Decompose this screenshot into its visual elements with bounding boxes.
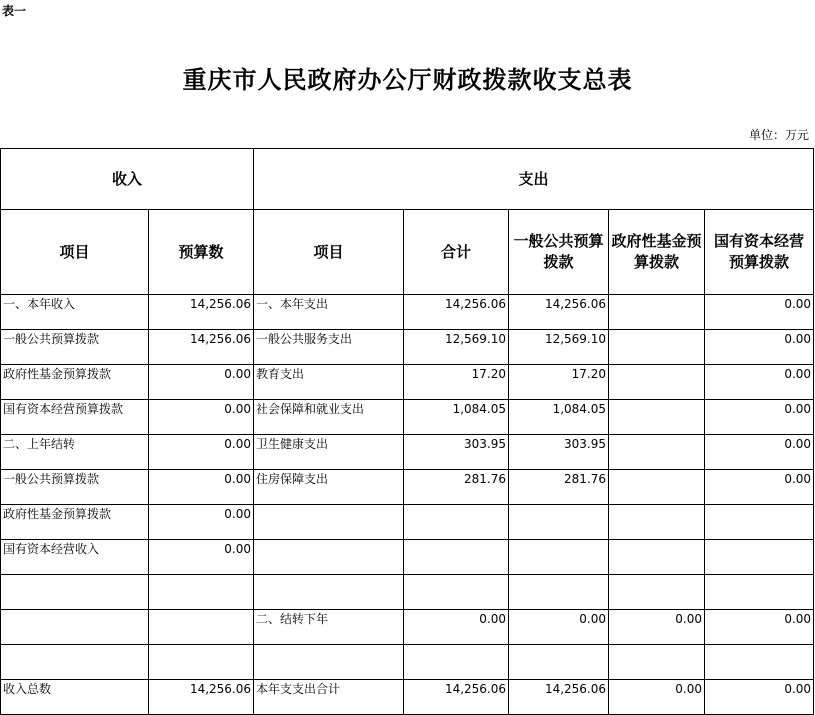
table-tag: 表一 (2, 4, 27, 18)
general-budget-cell: 14,256.06 (509, 680, 609, 715)
unit-label: 单位：万元 (748, 128, 809, 142)
table-row (1, 365, 814, 400)
total-cell: 1,084.05 (404, 400, 509, 435)
income-item-cell (1, 645, 149, 680)
table-row (1, 400, 814, 435)
capital-budget-cell: 0.00 (705, 470, 814, 505)
table-row (1, 330, 814, 365)
fund-budget-cell (609, 330, 705, 365)
table-row (1, 505, 814, 540)
income-value-cell (149, 610, 254, 645)
expense-item-cell (254, 540, 404, 575)
capital-budget-cell: 0.00 (705, 400, 814, 435)
income-item-cell: 一般公共预算拨款 (1, 330, 149, 365)
income-item-cell: 收入总数 (1, 680, 149, 715)
total-cell: 281.76 (404, 470, 509, 505)
income-value-cell: 0.00 (149, 540, 254, 575)
income-value-cell: 14,256.06 (149, 330, 254, 365)
table-row (1, 680, 814, 715)
fund-budget-cell (609, 295, 705, 330)
income-item-cell: 二、上年结转 (1, 435, 149, 470)
income-value-cell: 0.00 (149, 505, 254, 540)
income-item-cell: 政府性基金预算拨款 (1, 505, 149, 540)
general-budget-cell: 303.95 (509, 435, 609, 470)
capital-budget-cell: 0.00 (705, 680, 814, 715)
income-item-cell: 一、本年收入 (1, 295, 149, 330)
fund-budget-cell (609, 575, 705, 610)
capital-budget-header: 国有资本经营预算拨款 (705, 210, 814, 295)
expense-item-header: 项目 (254, 210, 404, 295)
table-row (1, 610, 814, 645)
expense-item-cell: 二、结转下年 (254, 610, 404, 645)
capital-budget-cell (705, 540, 814, 575)
income-value-cell: 0.00 (149, 435, 254, 470)
expense-item-cell (254, 505, 404, 540)
fund-budget-cell (609, 645, 705, 680)
header-row-1 (1, 149, 814, 210)
total-cell: 14,256.06 (404, 680, 509, 715)
general-budget-cell (509, 540, 609, 575)
table-row (1, 645, 814, 680)
general-budget-cell (509, 645, 609, 680)
total-header: 合计 (404, 210, 509, 295)
fund-budget-cell (609, 470, 705, 505)
general-budget-cell: 281.76 (509, 470, 609, 505)
fund-budget-cell: 0.00 (609, 680, 705, 715)
total-cell: 17.20 (404, 365, 509, 400)
income-value-cell (149, 645, 254, 680)
total-cell (404, 575, 509, 610)
income-value-cell: 0.00 (149, 365, 254, 400)
budget-table (0, 148, 814, 715)
general-budget-cell: 12,569.10 (509, 330, 609, 365)
general-budget-header: 一般公共预算拨款 (509, 210, 609, 295)
header-row-2 (1, 210, 814, 295)
total-cell: 303.95 (404, 435, 509, 470)
table-row (1, 540, 814, 575)
capital-budget-cell: 0.00 (705, 330, 814, 365)
income-item-header: 项目 (1, 210, 149, 295)
fund-budget-cell (609, 540, 705, 575)
income-item-cell (1, 610, 149, 645)
capital-budget-cell: 0.00 (705, 365, 814, 400)
income-header: 收入 (1, 149, 254, 210)
general-budget-cell: 1,084.05 (509, 400, 609, 435)
fund-budget-cell: 0.00 (609, 610, 705, 645)
income-value-cell (149, 575, 254, 610)
total-cell: 14,256.06 (404, 295, 509, 330)
total-cell (404, 505, 509, 540)
total-cell: 0.00 (404, 610, 509, 645)
expense-item-cell (254, 645, 404, 680)
general-budget-cell (509, 505, 609, 540)
fund-budget-cell (609, 365, 705, 400)
general-budget-cell: 14,256.06 (509, 295, 609, 330)
income-value-cell: 0.00 (149, 400, 254, 435)
income-item-cell: 政府性基金预算拨款 (1, 365, 149, 400)
capital-budget-cell (705, 645, 814, 680)
fund-budget-cell (609, 505, 705, 540)
income-value-cell: 14,256.06 (149, 295, 254, 330)
general-budget-cell: 0.00 (509, 610, 609, 645)
fund-budget-cell (609, 435, 705, 470)
total-cell (404, 540, 509, 575)
page-title: 重庆市人民政府办公厅财政拨款收支总表 (182, 65, 633, 94)
table-row (1, 435, 814, 470)
expense-item-cell: 本年支支出合计 (254, 680, 404, 715)
expense-item-cell: 一般公共服务支出 (254, 330, 404, 365)
expense-item-cell: 社会保障和就业支出 (254, 400, 404, 435)
fund-budget-header: 政府性基金预算拨款 (609, 210, 705, 295)
income-budget-header: 预算数 (149, 210, 254, 295)
expense-item-cell: 一、本年支出 (254, 295, 404, 330)
expense-item-cell (254, 575, 404, 610)
expense-item-cell: 卫生健康支出 (254, 435, 404, 470)
income-item-cell: 国有资本经营收入 (1, 540, 149, 575)
general-budget-cell: 17.20 (509, 365, 609, 400)
table-row (1, 295, 814, 330)
expense-item-cell: 住房保障支出 (254, 470, 404, 505)
fund-budget-cell (609, 400, 705, 435)
total-cell: 12,569.10 (404, 330, 509, 365)
table-body (1, 295, 814, 715)
general-budget-cell (509, 575, 609, 610)
table-row (1, 575, 814, 610)
table-row (1, 470, 814, 505)
capital-budget-cell (705, 505, 814, 540)
total-cell (404, 645, 509, 680)
capital-budget-cell: 0.00 (705, 435, 814, 470)
expense-header: 支出 (254, 149, 814, 210)
capital-budget-cell (705, 575, 814, 610)
income-value-cell: 14,256.06 (149, 680, 254, 715)
income-value-cell: 0.00 (149, 470, 254, 505)
capital-budget-cell: 0.00 (705, 295, 814, 330)
income-item-cell (1, 575, 149, 610)
income-item-cell: 国有资本经营预算拨款 (1, 400, 149, 435)
income-item-cell: 一般公共预算拨款 (1, 470, 149, 505)
expense-item-cell: 教育支出 (254, 365, 404, 400)
capital-budget-cell: 0.00 (705, 610, 814, 645)
